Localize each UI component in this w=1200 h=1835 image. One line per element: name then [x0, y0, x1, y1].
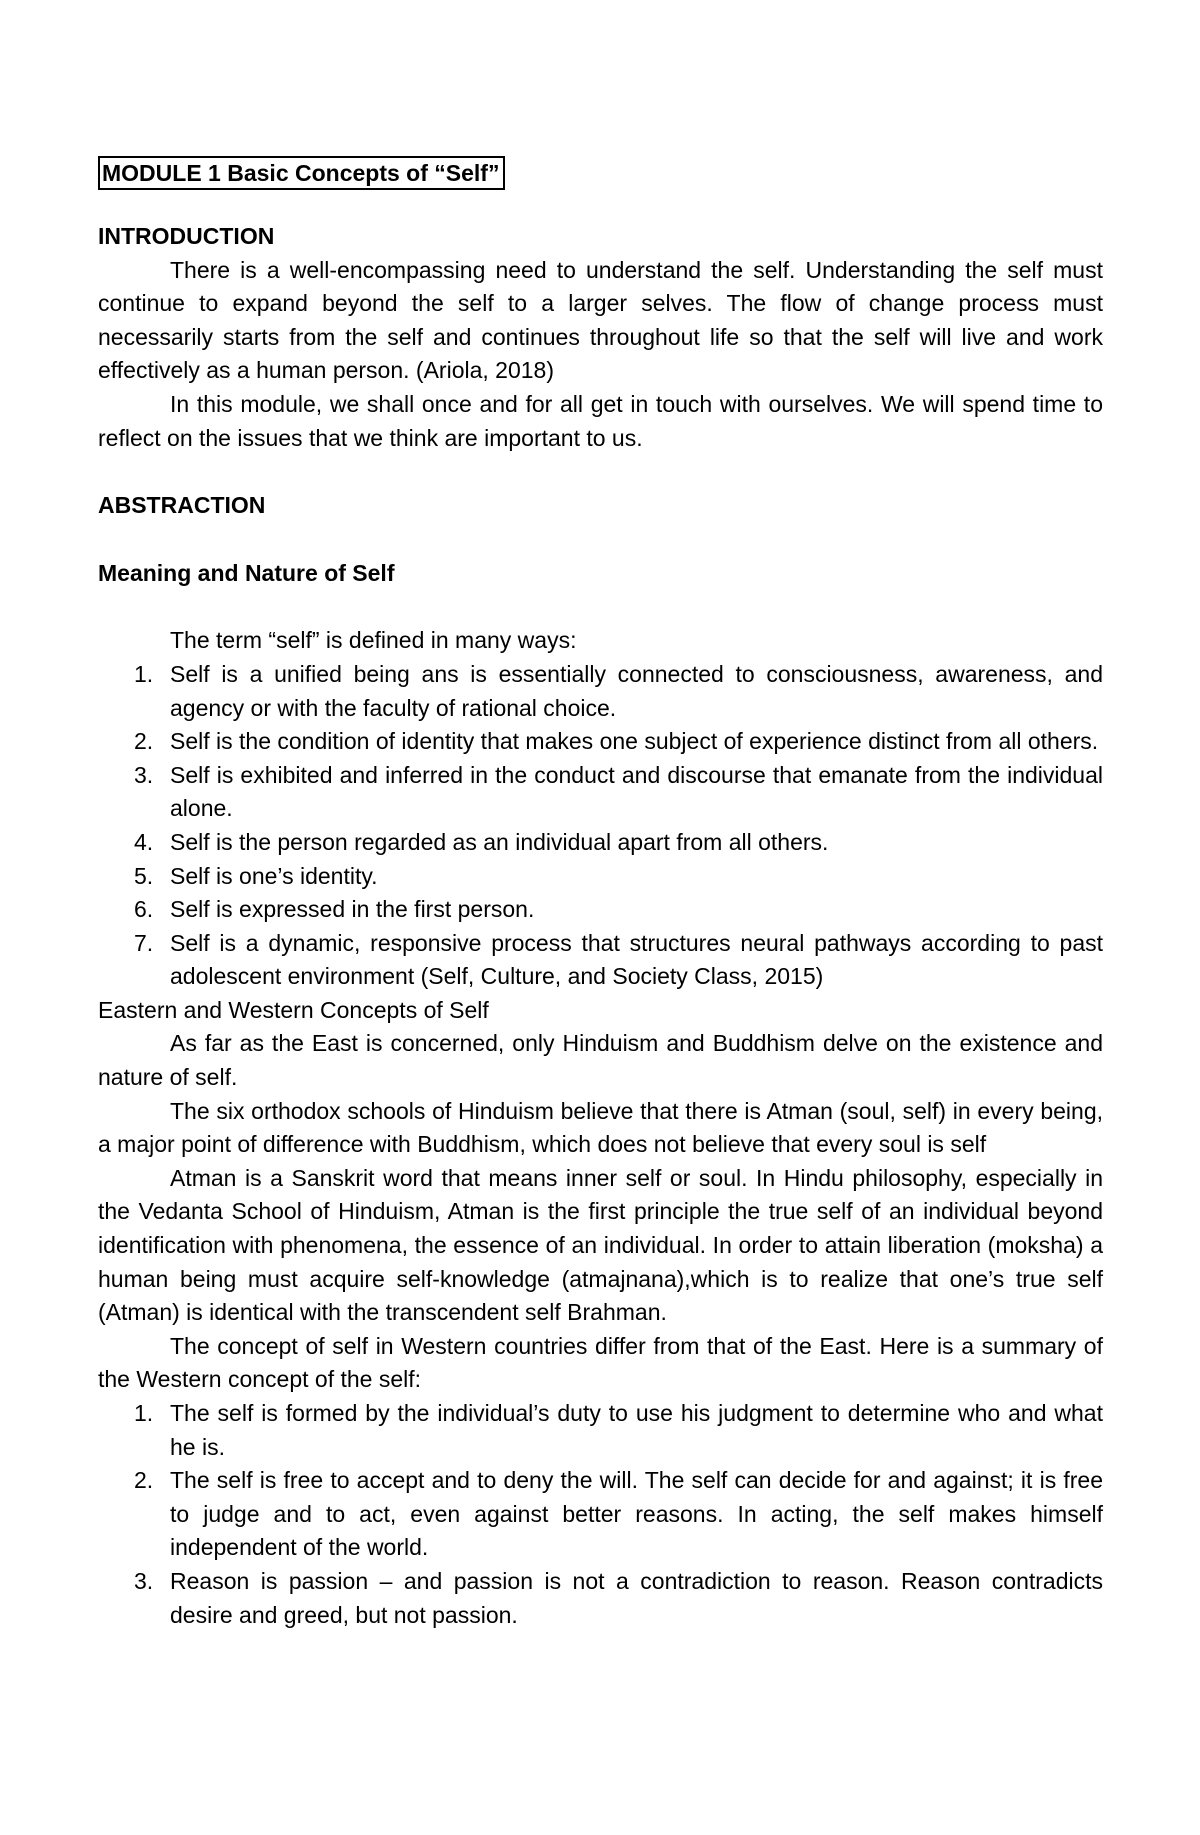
- list-item: [98, 658, 1103, 725]
- meaning-subheading: Meaning and Nature of Self: [98, 559, 395, 586]
- east-west-paragraph-2: The six orthodox schools of Hinduism believe that there is Atman (soul, self) in every being, a major point of difference with Buddhism, which does not believe that every soul is self: [98, 1097, 1103, 1158]
- self-definition-intro: The term “self” is defined in many ways:: [170, 627, 577, 654]
- list-item: [98, 1397, 1103, 1464]
- abstraction-heading: ABSTRACTION: [98, 492, 266, 519]
- introduction-paragraph-2: In this module, we shall once and for all get in touch with ourselves. We will spend time to reflect on the issues that we think are important to us.: [98, 390, 1103, 451]
- east-west-heading: Eastern and Western Concepts of Self: [98, 996, 489, 1023]
- list-text: Self is a unified being ans is essentially connected to consciousness, awareness, and agency or with the faculty of rational choice.: [170, 660, 1103, 721]
- list-number: 2.: [134, 728, 154, 755]
- list-item: [98, 1565, 1103, 1632]
- list-text: The self is formed by the individual’s duty to use his judgment to determine who and what he is.: [170, 1400, 1103, 1460]
- list-text: Self is a dynamic, responsive process that structures neural pathways according to past adolescent environment (Self, Culture, and Society Class, 2015): [170, 929, 1103, 990]
- east-west-paragraph-4: The concept of self in Western countries differ from that of the East. Here is a summary of the Western concept of the self:: [98, 1332, 1103, 1393]
- list-number: 2.: [134, 1467, 154, 1494]
- list-item: [98, 759, 1103, 826]
- list-item: [98, 725, 1103, 759]
- self-definition-list: [98, 658, 1103, 994]
- list-text: Self is one’s identity.: [170, 862, 378, 889]
- list-number: 1.: [134, 660, 154, 687]
- east-west-paragraph-1: As far as the East is concerned, only Hinduism and Buddhism delve on the existence and nature of self.: [98, 1030, 1103, 1091]
- list-text: Reason is passion – and passion is not a contradiction to reason. Reason contradicts desire and greed, but not passion.: [170, 1567, 1103, 1628]
- introduction-heading: INTRODUCTION: [98, 223, 275, 249]
- list-number: 3.: [134, 761, 154, 788]
- western-concept-list: [98, 1397, 1103, 1632]
- list-text: Self is expressed in the first person.: [170, 896, 535, 923]
- introduction-paragraph-1: There is a well-encompassing need to understand the self. Understanding the self must continue to expand beyond the self to a larger selves. The flow of change process must necessarily starts from the self and continues throughout life so that the self will live and work effectively as a human person. (Ariola, 2018): [98, 256, 1103, 384]
- list-item: [98, 893, 1103, 927]
- list-text: Self is exhibited and inferred in the conduct and discourse that emanate from the individual alone.: [170, 761, 1103, 822]
- list-item: [98, 927, 1103, 994]
- east-west-paragraph-3: Atman is a Sanskrit word that means inner self or soul. In Hindu philosophy, especially in the Vedanta School of Hinduism, Atman is the first principle the true self of an individual beyond identification with phenomena, the essence of an individual. In order to attain liberation (moksha) a human being must acquire self-knowledge (atmajnana),which is to realize that one’s true self (Atman) is identical with the transcendent self Brahman.: [98, 1164, 1103, 1326]
- list-text: The self is free to accept and to deny the will. The self can decide for and against; it is free to judge and to act, even against better reasons. In acting, the self makes himself independent of the world.: [170, 1467, 1103, 1561]
- list-number: 1.: [134, 1400, 154, 1426]
- list-number: 7.: [134, 929, 154, 956]
- list-number: 6.: [134, 896, 154, 923]
- list-number: 5.: [134, 862, 154, 889]
- list-number: 4.: [134, 828, 154, 855]
- list-text: Self is the person regarded as an individual apart from all others.: [170, 828, 829, 855]
- document-page: [98, 156, 1103, 1632]
- list-item: [98, 1464, 1103, 1565]
- list-item: [98, 860, 1103, 894]
- list-text: Self is the condition of identity that makes one subject of experience distinct from all others.: [170, 728, 1099, 755]
- module-title: MODULE 1 Basic Concepts of “Self”: [98, 156, 505, 190]
- list-item: [98, 826, 1103, 860]
- list-number: 3.: [134, 1567, 154, 1594]
